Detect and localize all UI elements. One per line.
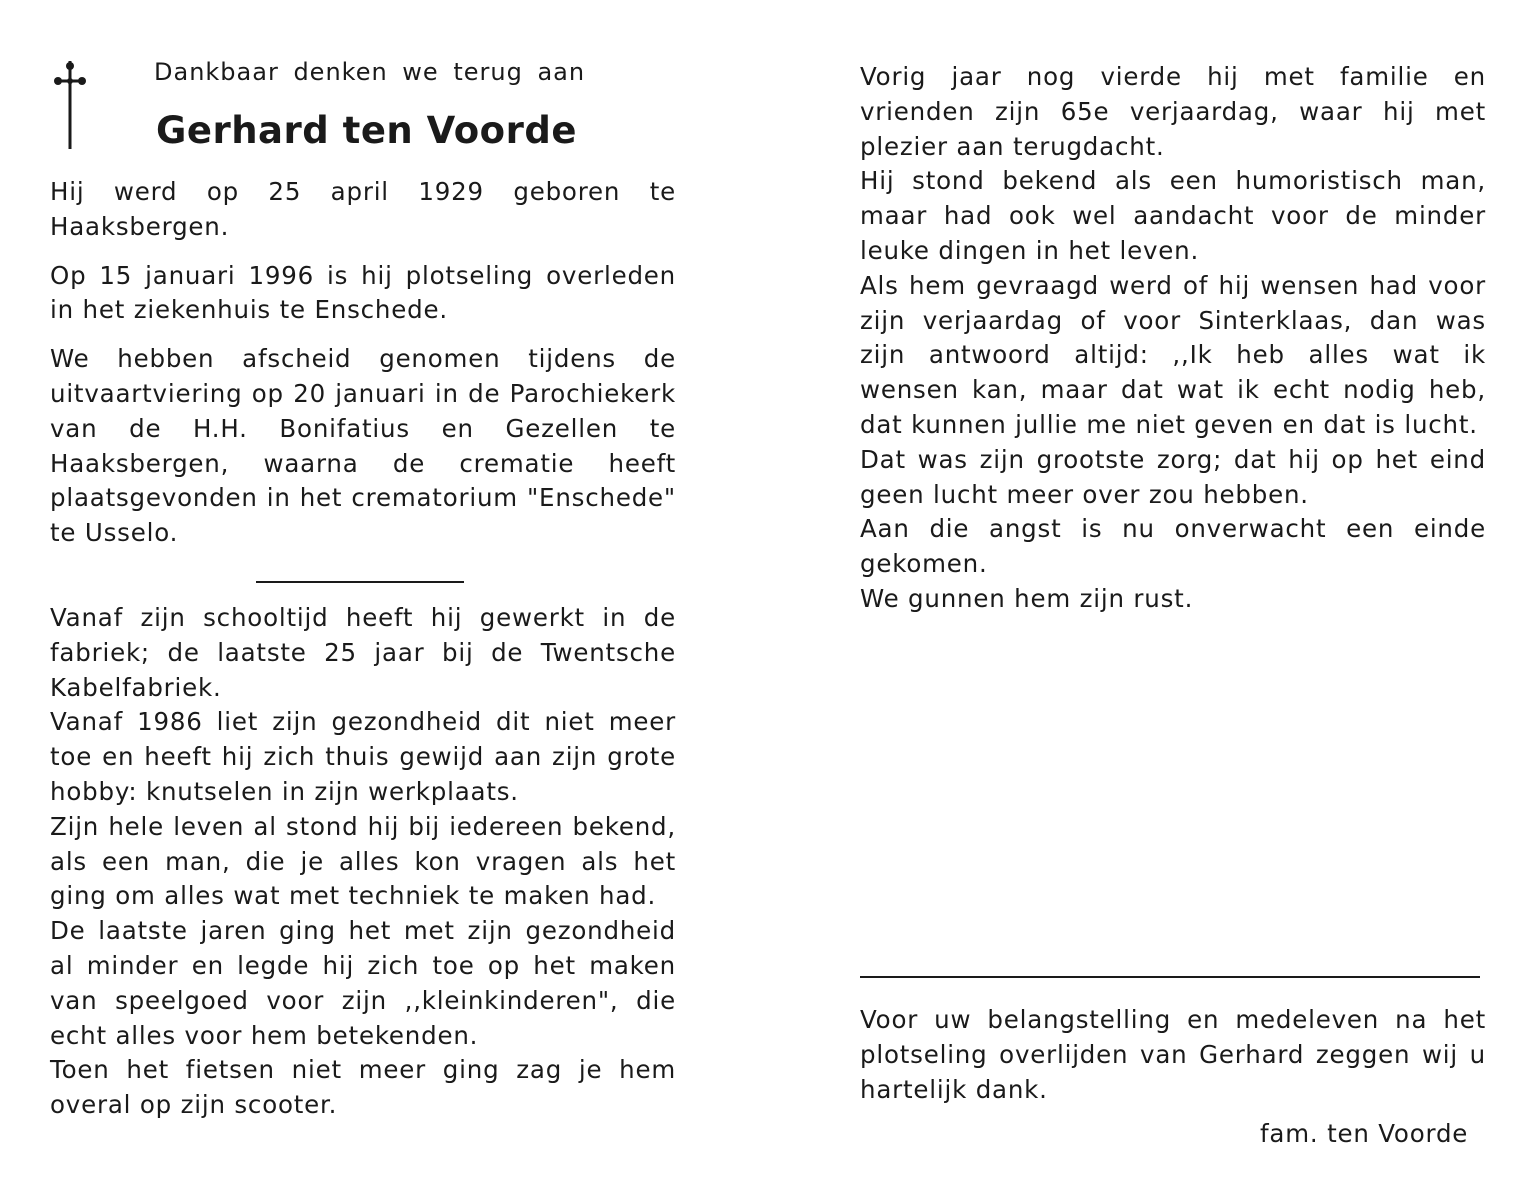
character-paragraph: Zijn hele leven al stond hij bij iedereen bekend, als een man, die je alles kon vragen als het ging om alles wat met techniek te maken had.	[50, 811, 676, 911]
wishes-paragraph: Als hem gevraagd werd of hij wensen had voor zijn verjaardag of voor Sinterklaas, dan was zijn antwoord altijd: ,,Ik heb alles wat ik wensen kan, maar dat wat ik echt nodig heb, dat kunnen jullie me niet geven en dat is lucht.	[860, 270, 1486, 439]
fear-paragraph: Aan die angst is nu onverwacht een einde gekomen.	[860, 514, 1486, 579]
deceased-name: Gerhard ten Voorde	[156, 109, 577, 152]
right-column	[860, 60, 1486, 617]
birth-paragraph: Hij werd op 25 april 1929 geboren te Haaksbergen.	[50, 177, 676, 241]
divider-short	[256, 581, 464, 583]
death-paragraph: Op 15 januari 1996 is hij plotseling overleden in het ziekenhuis te Enschede.	[50, 260, 676, 325]
family-signature: fam. ten Voorde	[1260, 1119, 1469, 1148]
scooter-paragraph: Toen het fietsen niet meer ging zag je hem overal op zijn scooter.	[50, 1055, 676, 1120]
birthday-paragraph: Vorig jaar nog vierde hij met familie en vrienden zijn 65e verjaardag, waar hij met plezier aan terugdacht.	[860, 62, 1486, 161]
toys-paragraph: De laatste jaren ging het met zijn gezondheid al minder en legde hij zich toe op het maken van speelgoed voor zijn ,,kleinkinderen", die echt alles voor hem betekenden.	[50, 916, 676, 1050]
intro-line: Dankbaar denken we terug aan	[154, 58, 586, 86]
humor-paragraph: Hij stond bekend als een humoristisch man, maar had ook wel aandacht voor de minder leuke dingen in het leven.	[860, 166, 1486, 265]
thanks-paragraph: Voor uw belangstelling en medeleven na het plotseling overlijden van Gerhard zeggen wij u hartelijk dank.	[860, 1005, 1486, 1104]
divider-long	[860, 976, 1480, 978]
work-paragraph: Vanaf zijn schooltijd heeft hij gewerkt in de fabriek; de laatste 25 jaar bij de Twentsche Kabelfabriek.	[50, 602, 676, 702]
health-paragraph: Vanaf 1986 liet zijn gezondheid dit niet meer toe en heeft hij zich thuis gewijd aan zijn grote hobby: knutselen in zijn werkplaats.	[50, 707, 676, 806]
cross-icon	[50, 59, 90, 151]
funeral-paragraph: We hebben afscheid genomen tijdens de uitvaartviering op 20 januari in de Parochiekerk van de H.H. Bonifatius en Gezellen te Haaksbergen, waarna de crematie heeft plaatsgevonden in het crematorium "Enschede" te Usselo.	[50, 344, 676, 548]
card-header	[50, 55, 676, 175]
thanks-block	[860, 1003, 1486, 1107]
left-column	[50, 55, 676, 1123]
worry-paragraph: Dat was zijn grootste zorg; dat hij op het eind geen lucht meer over zou hebben.	[860, 444, 1486, 509]
rest-paragraph: We gunnen hem zijn rust.	[860, 583, 1194, 613]
